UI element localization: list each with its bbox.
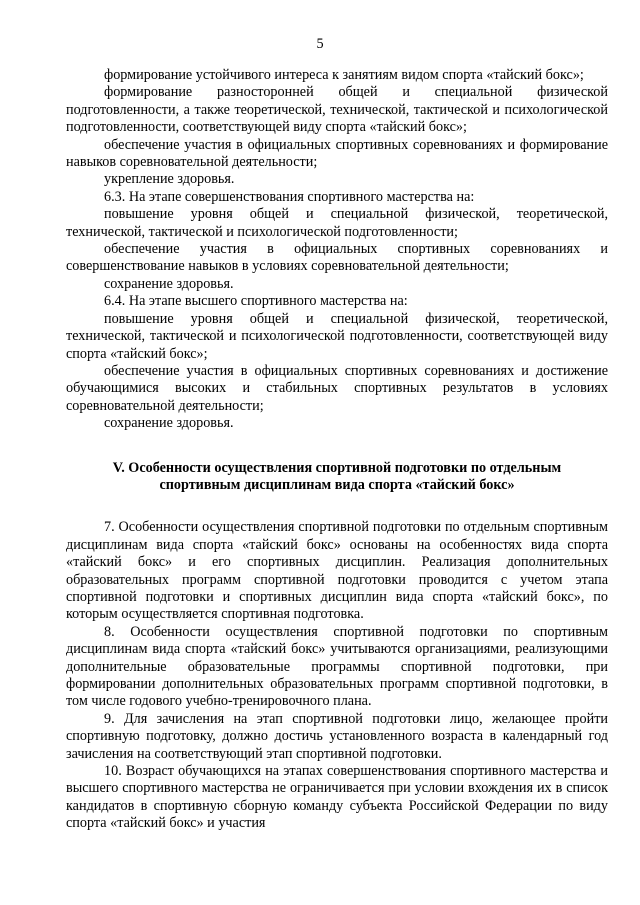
list-item: повышение уровня общей и специальной физической, теоретической, технической, тактической и психологической подготовленности;	[66, 206, 608, 240]
clause-7: 7. Особенности осуществления спортивной подготовки по отдельным спортивным дисциплинам вида спорта «тайский бокс» основаны на особенностях вида спорта «тайский бокс» и его спортивных дисциплин. Реализация дополнительных образовательных программ спортивной подготовки проводится с учетом этапа спортивной подготовки и спортивных дисциплин вида спорта «тайский бокс», по которым осуществляется спортивная подготовка.	[66, 519, 608, 623]
section-heading-line-1: V. Особенности осуществления спортивной подготовки по отдельным	[112, 459, 562, 476]
list-item: обеспечение участия в официальных спортивных соревнованиях и совершенствование навыков в условиях соревновательной деятельности;	[66, 241, 608, 275]
clause-6-4: 6.4. На этапе высшего спортивного мастерства на:	[104, 293, 408, 310]
list-item: формирование устойчивого интереса к занятиям видом спорта «тайский бокс»;	[104, 67, 584, 83]
clause-9: 9. Для зачисления на этап спортивной подготовки лицо, желающее пройти спортивную подготовку, должно достичь установленного возраста в календарный год зачисления на соответствующий этап спортивной подготовки.	[66, 710, 608, 762]
list-item: повышение уровня общей и специальной физической, теоретической, технической, тактической и психологической подготовленности, соответствующей виду спорта «тайский бокс»;	[66, 310, 608, 362]
list-item: обеспечение участия в официальных спортивных соревнованиях и формирование навыков соревновательной деятельности;	[66, 136, 608, 171]
clause-10: 10. Возраст обучающихся на этапах совершенствования спортивного мастерства и высшего спортивного мастерства не ограничивается при условии вхождения их в список кандидатов в спортивную сборную команду субъекта Российской Федерации по виду спорта «тайский бокс» и участия	[66, 763, 608, 832]
page-number: 5	[316, 36, 324, 52]
page-body	[66, 67, 608, 833]
list-item: обеспечение участия в официальных спортивных соревнованиях и достижение обучающимися высоких и стабильных спортивных результатов в условиях соревновательной деятельности;	[66, 362, 608, 414]
section-heading	[66, 460, 608, 495]
section-heading-line-2: спортивным дисциплинам вида спорта «тайский бокс»	[159, 476, 515, 493]
clause-8: 8. Особенности осуществления спортивной подготовки по спортивным дисциплинам вида спорта «тайский бокс» учитываются организациями, реализующими дополнительные образовательные программы спортивной подготовки, при формировании дополнительных образовательных программ спортивной подготовки, в том числе годового учебно-тренировочного плана.	[66, 623, 608, 710]
list-item: сохранение здоровья.	[104, 415, 234, 432]
list-item: сохранение здоровья.	[104, 275, 234, 292]
clause-6-3: 6.3. На этапе совершенствования спортивного мастерства на:	[104, 188, 475, 205]
list-item: укрепление здоровья.	[104, 171, 235, 188]
list-item: формирование разносторонней общей и специальной физической подготовленности, а также теоретической, технической, тактической и психологической подготовленности, соответствующей виду спорта «тайский бокс»;	[66, 84, 608, 136]
